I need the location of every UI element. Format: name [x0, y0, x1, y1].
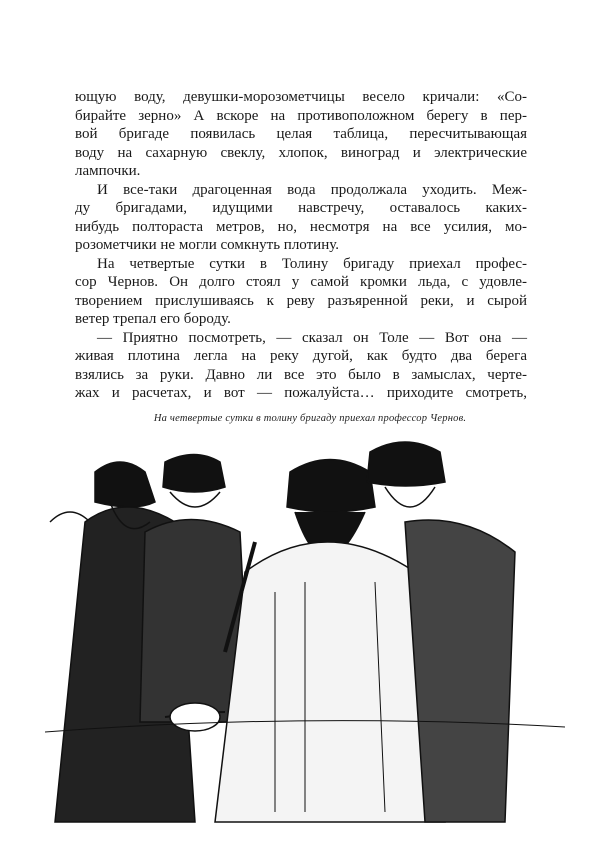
body-text [75, 88, 527, 403]
text-line: творением прислушиваясь к реву разъяренной реки, и сырой [75, 292, 527, 309]
text-line: На четвертые сутки в Толину бригаду приехал профес- [97, 255, 527, 272]
text-line: живая плотина легла на реку дугой, как будто два берега [75, 348, 527, 364]
text-line: розометчики не могли сомкнуть плотину. [75, 237, 339, 253]
text-line: ющую воду, девушки-морозометчицы весело кричали: «Со- [75, 89, 527, 105]
text-line: бирайте зерно» А вскоре на противоположном берегу в пер- [75, 107, 527, 124]
text-line: ветер трепал его бороду. [75, 311, 231, 327]
text-line: лампочки. [75, 163, 141, 179]
text-line: жах и расчетах, и вот — пожалуйста… приходите смотреть, [75, 385, 527, 401]
illustration [45, 432, 565, 824]
text-line: взялись за руки. Давно ли все это было в замыслах, черте- [75, 366, 527, 383]
text-line: сор Чернов. Он долго стоял у самой кромки льда, с удовле- [75, 274, 527, 290]
text-line: — Приятно посмотреть, — сказал он Толе — Вот она — [97, 329, 527, 346]
text-line: вой бригаде появилась целая таблица, пересчитывающая [75, 126, 527, 142]
text-line: И все-таки драгоценная вода продолжала уходить. Меж- [97, 181, 527, 198]
text-line: нибудь полтораста метров, но, несмотря на все усилия, мо- [75, 218, 527, 235]
illustration-caption: На четвертые сутки в толину бригаду приехал профессор Чернов. [153, 413, 467, 424]
text-line: воду на сахарную свеклу, хлопок, виноград и электрические [75, 144, 527, 161]
text-line: ду бригадами, идущими навстречу, оставалось каких- [75, 200, 527, 216]
